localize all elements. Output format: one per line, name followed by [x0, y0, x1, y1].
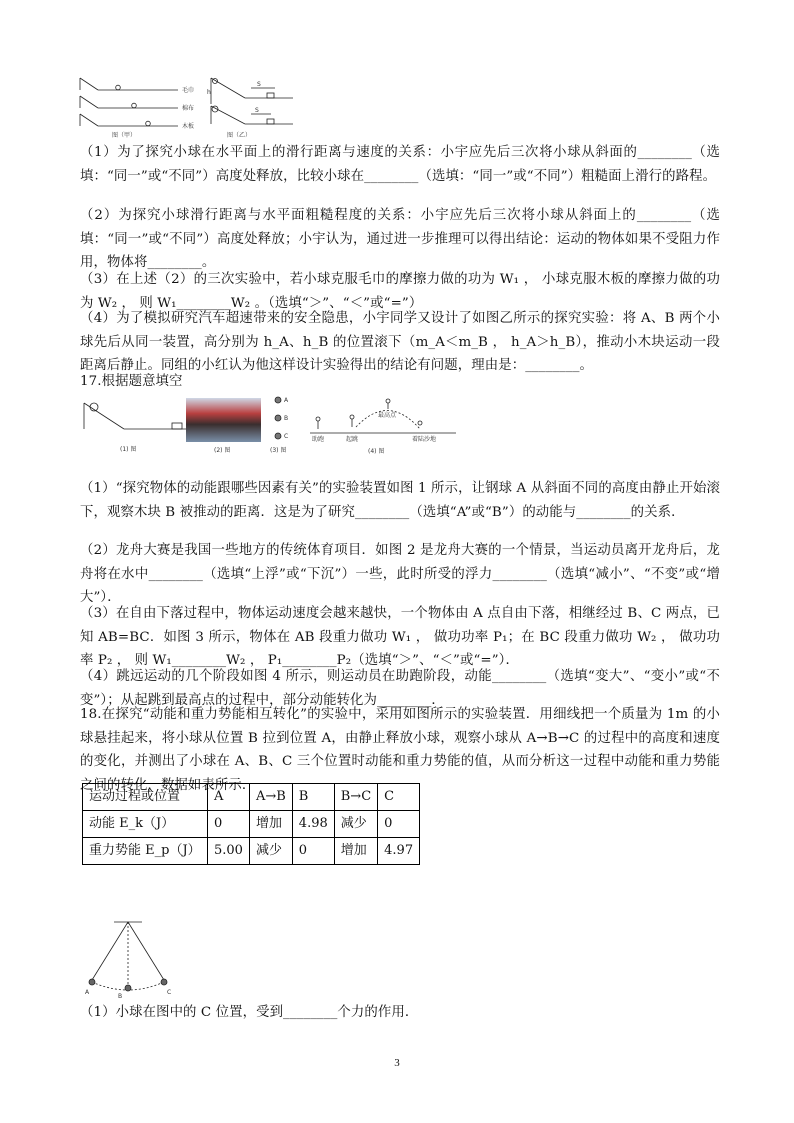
table-cell: 增加	[334, 838, 377, 865]
table-cell: 增加	[249, 811, 292, 838]
table-cell: 0	[292, 838, 334, 865]
svg-text:A: A	[284, 397, 289, 404]
q17-heading: 17.根据题意填空	[80, 374, 183, 389]
svg-text:最高点: 最高点	[378, 412, 397, 419]
q16-part1: （1）为了探究小球在水平面上的滑行距离与速度的关系：小宇应先后三次将小球从斜面的________（选填：“同一”或“不同”）高度处释放，比较小球在________（选填：“同一”或“不同”）粗糙面上滑行的路程。	[80, 145, 720, 184]
table-header-cell: A	[208, 784, 250, 811]
table-cell: 减少	[334, 811, 377, 838]
table-header-cell: 运动过程或位置	[83, 784, 208, 811]
svg-text:h: h	[207, 89, 211, 96]
table-header-cell: B	[292, 784, 334, 811]
table-cell: 动能 E_k（J）	[83, 811, 208, 838]
q17-part4: （4）跳远运动的几个阶段如图 4 所示，则运动员在助跑阶段，动能________（选填“变大”、“变小”或“不变”）；从起跳到最高点的过程中，部分动能转化为________．	[80, 669, 720, 708]
energy-data-table	[82, 783, 420, 865]
svg-text:助跑: 助跑	[312, 436, 325, 443]
figure-17-2-caption: (2) 图	[214, 447, 231, 454]
surface-label-towel: 毛巾	[182, 87, 195, 94]
q17-part3: （3）在自由下落过程中，物体运动速度会越来越快，一个物体由 A 点自由下落，相继经过 B、C 两点，已知 AB=BC．如图 3 所示，物体在 AB 段重力做功 W₁ ， 做功功率 P₁；在 BC 段重力做功 W₂ ， 做功功率 P₂ ， 则 W₁________W₂ ， P₁________P₂（选填“＞”、“＜”或“=”）．	[80, 606, 720, 668]
figure-pendulum	[84, 918, 174, 1000]
figure-17-4-long-jump	[308, 393, 458, 457]
table-cell: 0	[208, 811, 250, 838]
table-cell: 5.00	[208, 838, 250, 865]
table-header-cell: C	[378, 784, 420, 811]
svg-text:起跳: 起跳	[346, 436, 359, 443]
table-row	[83, 811, 420, 838]
q16-part4: （4）为了模拟研究汽车超速带来的安全隐患，小宇同学又设计了如图乙所示的探究实验：将 A、B 两个小球先后从同一装置，高分别为 h_A、h_B 的位置滚下（m_A＜m_B ， h_A＞h_B），推动小木块运动一段距离后静止。同组的小红认为他这样设计实验得出的结论有问题，理由是：________。	[80, 311, 720, 373]
table-cell: 减少	[249, 838, 292, 865]
figure-17-1-caption: (1) 图	[120, 446, 137, 453]
table-header-cell: A→B	[249, 784, 292, 811]
figure-ball-slope-block	[205, 74, 295, 138]
surface-label-wood: 木板	[182, 123, 195, 130]
figure-17-1-ramp	[80, 395, 190, 455]
q17-part2: （2）龙舟大赛是我国一些地方的传统体育项目．如图 2 是龙舟大赛的一个情景，当运动员离开龙舟后，龙舟将在水中________（选填“上浮”或“下沉”）一些，此时所受的浮力________（选填“减小”、“不变”或“增大”）．	[80, 543, 720, 605]
svg-text:着陆沙地: 着陆沙地	[412, 436, 437, 443]
surface-label-cotton: 棉布	[182, 105, 195, 112]
q16-part3: （3）在上述（2）的三次实验中，若小球克服毛巾的摩擦力做的功为 W₁ ， 小球克服木板的摩擦力做的功为 W₂ ， 则 W₁________W₂ 。（选填“＞”、“＜”或“=”）	[80, 272, 720, 311]
svg-text:S: S	[255, 107, 259, 114]
svg-text:C: C	[284, 433, 289, 440]
figure-17-2-dragon-boat-photo	[186, 398, 261, 442]
svg-text:A: A	[85, 989, 90, 996]
table-cell: 4.98	[292, 811, 334, 838]
figure-inclined-plane-surfaces	[78, 74, 206, 138]
figure-a-caption: 图（甲）	[112, 132, 137, 138]
q17-part1: （1）“探究物体的动能跟哪些因素有关”的实验装置如图 1 所示，让钢球 A 从斜面不同的高度由静止开始滚下，观察木块 B 被推动的距离．这是为了研究________（选填“A”或“B”）的动能与________的关系．	[80, 481, 720, 520]
table-header-cell: B→C	[334, 784, 377, 811]
figure-17-4-caption: (4) 图	[368, 448, 385, 455]
figure-17-3-free-fall	[268, 392, 298, 456]
svg-text:B: B	[284, 415, 289, 422]
q18-intro: 18.在探究“动能和重力势能相互转化”的实验中，采用如图所示的实验装置．用细线把一个质量为 1m 的小球悬挂起来，将小球从位置 B 拉到位置 A，由静止释放小球，观察小球从 A→B→C 的过程中的高度和速度的变化，并测出了小球在 A、B、C 三个位置时动能和重力势能的值，从而分析这一过程中动能和重力势能之间的转化，数据如表所示．	[80, 707, 720, 793]
table-row	[83, 838, 420, 865]
svg-text:C: C	[167, 989, 172, 996]
svg-text:S: S	[257, 81, 261, 88]
svg-text:B: B	[118, 993, 123, 1000]
figure-17-3-caption: (3) 图	[270, 447, 287, 454]
q18-part1: （1）小球在图中的 C 位置，受到________个力的作用．	[80, 1005, 419, 1020]
table-cell: 重力势能 E_p（J）	[83, 838, 208, 865]
table-header-row	[83, 784, 420, 811]
q16-part2: （2）为探究小球滑行距离与水平面粗糙程度的关系：小宇应先后三次将小球从斜面上的________（选填：“同一”或“不同”）高度处释放；小宇认为，通过进一步推理可以得出结论：运动的物体如果不受阻力作用，物体将________。	[80, 208, 720, 270]
page-number: 3	[394, 1057, 400, 1069]
table-cell: 4.97	[378, 838, 420, 865]
figure-b-caption: 图（乙）	[227, 132, 252, 138]
table-cell: 0	[378, 811, 420, 838]
